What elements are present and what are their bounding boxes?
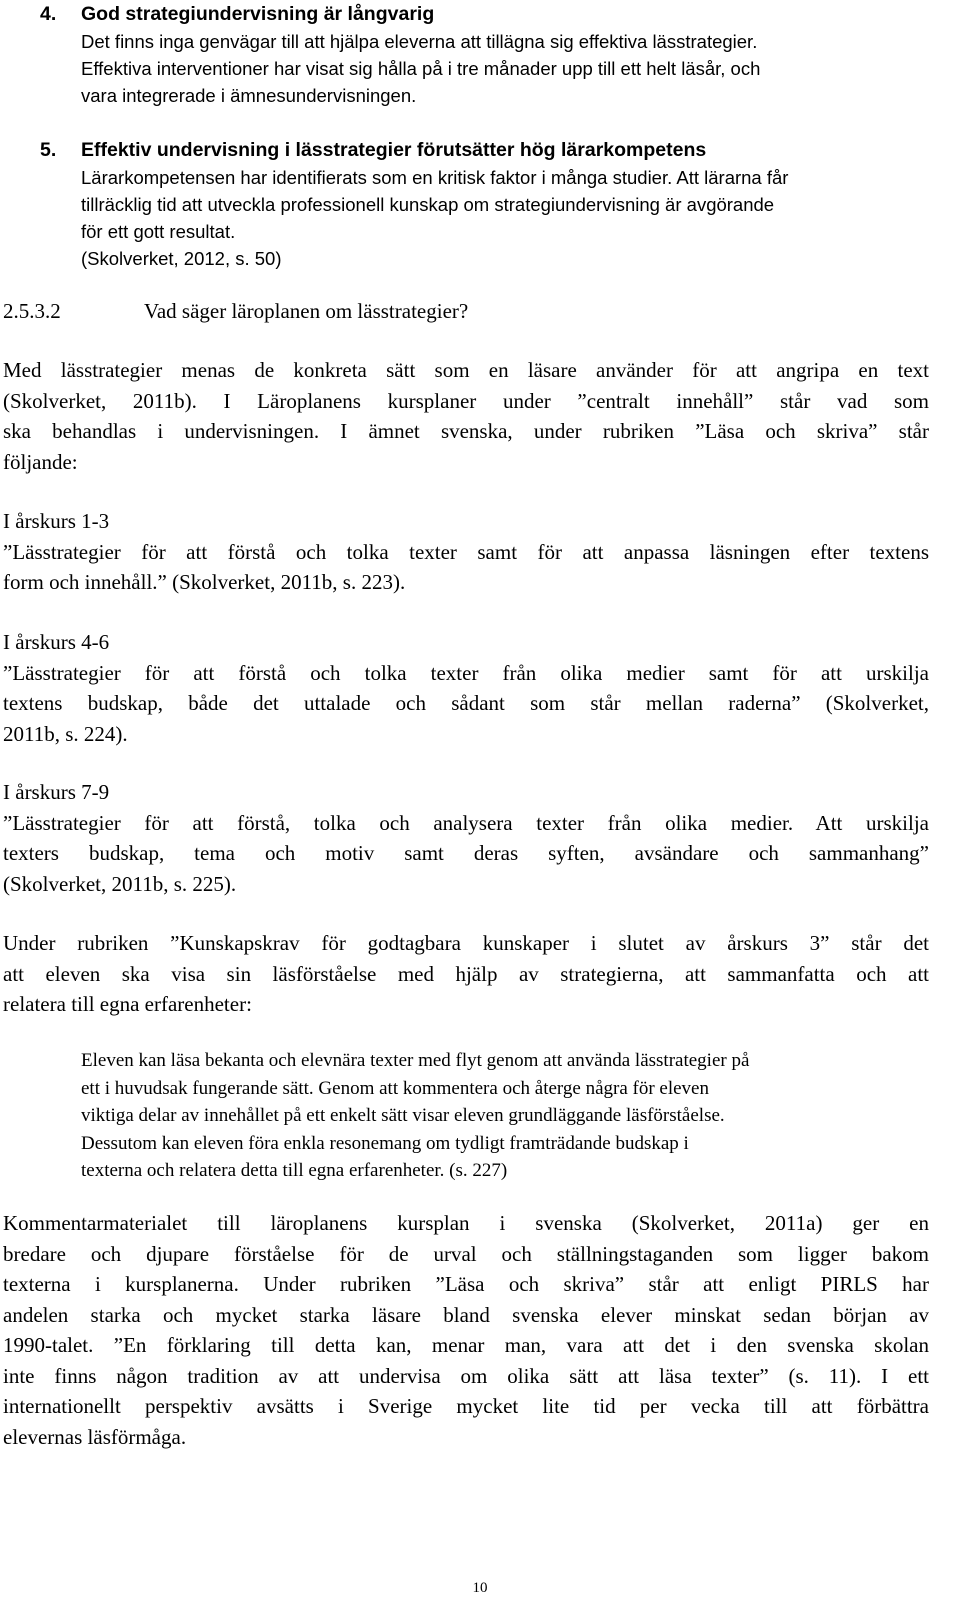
paragraph-kommentar	[3, 1208, 929, 1452]
list-item-4-heading	[0, 0, 960, 28]
text-line: (Skolverket, 2011b). I Läroplanens kursplaner under ”centralt innehåll” står vad som	[3, 388, 929, 413]
text-line: 1990-talet. ”En förklaring till detta kan, menar man, vara att det i den svenska skolan	[3, 1333, 929, 1357]
paragraph-grade-7-9	[3, 777, 929, 899]
text-line: Effektiva interventioner har visat sig hålla på i tre månader upp till ett helt läsår, och	[81, 58, 761, 79]
citation: (Skolverket, 2012, s. 50)	[81, 248, 282, 269]
quote-line: texterna och relatera detta till egna erfarenheter. (s. 227)	[81, 1160, 508, 1181]
text-line: Det finns inga genvägar till att hjälpa eleverna att tillägna sig effektiva lässtrategier.	[81, 31, 758, 52]
text-line: Under rubriken ”Kunskapskrav för godtagbara kunskaper i slutet av årskurs 3” står det	[3, 931, 929, 955]
block-quote	[81, 1047, 927, 1185]
text-line: form och innehåll.” (Skolverket, 2011b, s. 223).	[3, 570, 406, 594]
paragraph-grade-1-3	[3, 506, 929, 598]
list-item-5-title: Effektiv undervisning i lässtrategier förutsätter hög lärarkompetens	[81, 139, 707, 161]
text-line: andelen starka och mycket starka läsare bland svenska elever minskat sedan början av	[3, 1302, 929, 1327]
text-line: ”Lässtrategier för att förstå, tolka och analysera texter från olika medier. Att urskilja	[3, 810, 929, 835]
section-title: Vad säger läroplanen om lässtrategier?	[144, 299, 469, 323]
grade-label: I årskurs 1-3	[3, 509, 110, 533]
text-line: 2011b, s. 224).	[3, 721, 128, 746]
text-line: texters budskap, tema och motiv samt deras syften, avsändare och sammanhang”	[3, 841, 929, 865]
text-line: (Skolverket, 2011b, s. 225).	[3, 871, 237, 896]
text-line: att eleven ska visa sin läsförståelse med hjälp av strategierna, att sammanfatta och att	[3, 961, 929, 986]
section-number: 2.5.3.2	[3, 299, 61, 323]
quote-line: viktiga delar av innehållet på ett enkelt sätt visar eleven grundläggande läsförståelse.	[81, 1105, 725, 1126]
list-item-5-heading	[0, 136, 960, 164]
text-line: texterna i kursplanerna. Under rubriken ”Läsa och skriva” står att enligt PIRLS har	[3, 1272, 929, 1296]
list-item-4-number: 4.	[40, 3, 57, 25]
text-line: Lärarkompetensen har identifierats som en kritisk faktor i många studier. Att lärarna får	[81, 167, 789, 188]
list-item-5-body	[81, 164, 941, 272]
text-line: Med lässtrategier menas de konkreta sätt som en läsare använder för att angripa en text	[3, 358, 929, 382]
paragraph-grade-4-6	[3, 627, 929, 749]
quote-line: Dessutom kan eleven föra enkla resonemang om tydligt framträdande budskap i	[81, 1132, 689, 1154]
text-line: inte finns någon tradition av att undervisa om olika sätt att läsa texter” (s. 11). I ett	[3, 1363, 929, 1388]
paragraph-intro	[3, 355, 929, 477]
text-line: tillräcklig tid att utveckla professionell kunskap om strategiundervisning är avgörande	[81, 194, 775, 215]
text-line: följande:	[3, 449, 78, 474]
text-line: ”Lässtrategier för att förstå och tolka texter från olika medier samt för att urskilja	[3, 660, 929, 685]
text-line: ”Lässtrategier för att förstå och tolka texter samt för att anpassa läsningen efter textens	[3, 539, 929, 564]
list-item-4-title: God strategiundervisning är långvarig	[81, 3, 435, 25]
text-line: internationellt perspektiv avsätts i Sverige mycket lite tid per vecka till att förbättra	[3, 1394, 929, 1418]
section-heading	[3, 296, 933, 326]
text-line: Kommentarmaterialet till läroplanens kursplan i svenska (Skolverket, 2011a) ger en	[3, 1211, 929, 1235]
text-line: textens budskap, både det uttalade och sådant som står mellan raderna” (Skolverket,	[3, 691, 929, 715]
grade-label: I årskurs 4-6	[3, 630, 110, 654]
text-line: vara integrerade i ämnesundervisningen.	[81, 85, 417, 106]
text-line: för ett gott resultat.	[81, 221, 236, 242]
quote-line: ett i huvudsak fungerande sätt. Genom att kommentera och återge några för eleven	[81, 1077, 709, 1099]
list-item-4-body	[81, 28, 941, 109]
paragraph-kunskapskrav	[3, 928, 929, 1020]
text-line: bredare och djupare förståelse för de urval och ställningstaganden som ligger bakom	[3, 1241, 929, 1266]
text-line: elevernas läsförmåga.	[3, 1424, 187, 1449]
text-line: ska behandlas i undervisningen. I ämnet svenska, under rubriken ”Läsa och skriva” står	[3, 419, 929, 443]
page-number: 10	[472, 1580, 488, 1596]
text-line: relatera till egna erfarenheter:	[3, 992, 252, 1016]
grade-label: I årskurs 7-9	[3, 780, 110, 804]
list-item-5-number: 5.	[40, 139, 57, 161]
quote-line: Eleven kan läsa bekanta och elevnära texter med flyt genom att använda lässtrategier på	[81, 1050, 750, 1071]
